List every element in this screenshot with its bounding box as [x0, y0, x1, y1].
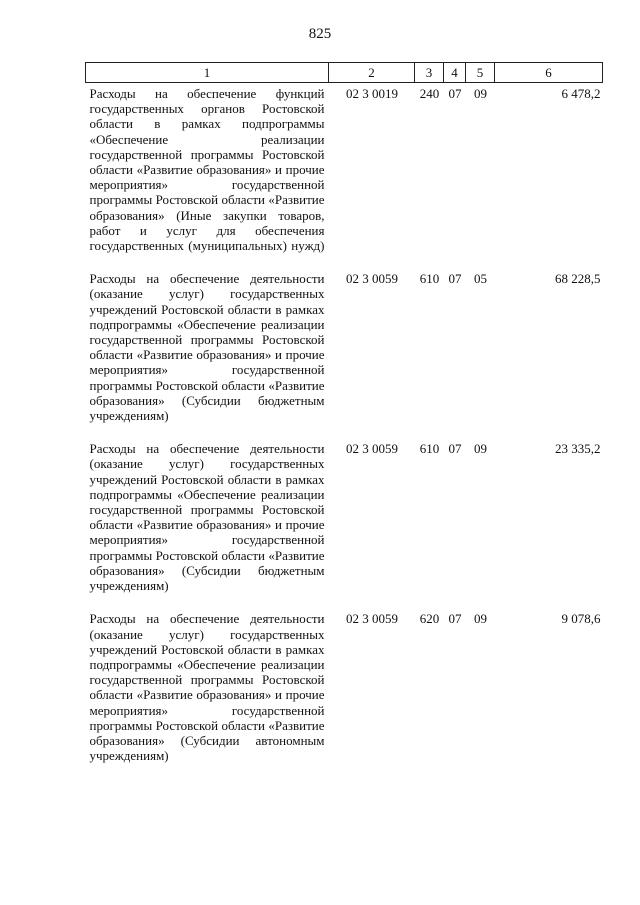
table-row: [86, 83, 603, 264]
row-description: Расходы на обеспечение функций государственных органов Ростовской области в рамках подпрограммы «Обеспечение реализации государственной программы Ростовской области «Развитие образования» и прочие мероприятия» государственной программы Ростовской области «Развитие образования» (Иные закупки товаров, работ и услуг для обеспечения государственных (муниципальных) нужд): [89, 86, 325, 254]
header-col-2: 2: [329, 63, 415, 83]
row-subsection: 09: [474, 611, 487, 627]
row-amount: 68 228,5: [555, 271, 601, 287]
row-section: 07: [448, 611, 462, 627]
header-col-6: 6: [495, 63, 603, 83]
table-row: [86, 433, 603, 603]
table-row: [86, 263, 603, 433]
row-code: 02 3 0059: [346, 611, 398, 627]
row-code: 02 3 0019: [346, 86, 398, 101]
header-col-4: 4: [444, 63, 466, 83]
row-description: Расходы на обеспечение деятельности (оказание услуг) государственных учреждений Ростовской области в рамках подпрограммы «Обеспечение реализации государственной программы Ростовской области «Развитие образования» и прочие мероприятия» государственной программы Ростовской области «Развитие образования» (Субсидии бюджетным учреждениям): [89, 271, 325, 424]
row-subsection: 05: [474, 271, 487, 287]
row-amount: 9 078,6: [561, 611, 601, 627]
budget-table: [85, 62, 603, 773]
row-section: 07: [448, 271, 462, 287]
row-expense-type: 620: [419, 611, 440, 627]
row-amount: 6 478,2: [561, 86, 601, 101]
row-code: 02 3 0059: [346, 441, 398, 457]
row-description: Расходы на обеспечение деятельности (оказание услуг) государственных учреждений Ростовской области в рамках подпрограммы «Обеспечение реализации государственной программы Ростовской области «Развитие образования» и прочие мероприятия» государственной программы Ростовской области «Развитие образования» (Субсидии бюджетным учреждениям): [89, 441, 325, 594]
header-col-1: 1: [86, 63, 329, 83]
header-col-5: 5: [466, 63, 495, 83]
row-section: 07: [448, 441, 462, 457]
header-col-3: 3: [415, 63, 444, 83]
row-amount: 23 335,2: [555, 441, 601, 457]
row-subsection: 09: [474, 441, 487, 457]
row-expense-type: 610: [419, 441, 440, 457]
row-description: Расходы на обеспечение деятельности (оказание услуг) государственных учреждений Ростовской области в рамках подпрограммы «Обеспечение реализации государственной программы Ростовской области «Развитие образования» и прочие мероприятия» государственной программы Ростовской области «Развитие образования» (Субсидии автономным учреждениям): [89, 611, 325, 764]
row-code: 02 3 0059: [346, 271, 398, 287]
table-row: [86, 603, 603, 773]
page-number: 825: [308, 26, 332, 42]
row-expense-type: 240: [419, 86, 440, 101]
row-expense-type: 610: [419, 271, 440, 287]
row-subsection: 09: [474, 86, 487, 101]
row-section: 07: [448, 86, 462, 101]
table-header-row: [86, 63, 603, 83]
